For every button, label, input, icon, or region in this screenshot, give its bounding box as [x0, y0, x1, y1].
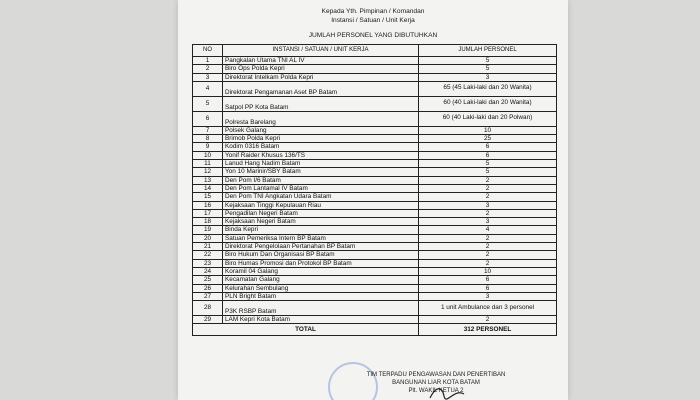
total-row: [193, 324, 557, 336]
row-unit-name: Kodim 0316 Batam: [223, 143, 419, 151]
row-personnel-count: 3: [419, 73, 557, 81]
row-personnel-count: 5: [419, 160, 557, 168]
table-row: [193, 209, 557, 217]
row-number: 8: [193, 135, 223, 143]
table-row: [193, 292, 557, 300]
row-unit-name: Pangkalan Utama TNI AL IV: [223, 57, 419, 65]
row-personnel-count: 5: [419, 57, 557, 65]
handwritten-signature: [428, 384, 468, 400]
table-row: [193, 193, 557, 201]
table-row: [193, 111, 557, 126]
row-personnel-count: 60 (40 Laki-laki dan 20 Polwan): [419, 111, 557, 126]
column-header-personnel: JUMLAH PERSONEL: [419, 45, 557, 57]
row-unit-name: PLN Bright Batam: [223, 292, 419, 300]
row-unit-name: Kejaksaan Tinggi Kepulauan Riau: [223, 201, 419, 209]
row-unit-name: Koramil 04 Galang: [223, 267, 419, 275]
row-personnel-count: 6: [419, 276, 557, 284]
signatory-position: Plt. WAKIL KETUA 2: [408, 388, 464, 394]
row-number: 22: [193, 251, 223, 259]
row-unit-name: Den Pom TNI Angkatan Udara Batam: [223, 193, 419, 201]
table-row: [193, 73, 557, 81]
row-personnel-count: 5: [419, 65, 557, 73]
row-number: 10: [193, 151, 223, 159]
table-row: [193, 151, 557, 159]
row-unit-name: LAM Kepri Kota Batam: [223, 316, 419, 324]
row-unit-name: Den Pom I/6 Batam: [223, 176, 419, 184]
row-unit-name: Biro Hukum Dan Organisasi BP Batam: [223, 251, 419, 259]
row-number: 18: [193, 218, 223, 226]
row-unit-name: Polsek Galang: [223, 126, 419, 134]
row-unit-name: Pengadilan Negeri Batam: [223, 209, 419, 217]
signatory-team: TIM TERPADU PENGAWASAN DAN PENERTIBAN: [366, 372, 506, 378]
row-number: 20: [193, 234, 223, 242]
table-row: [193, 57, 557, 65]
row-unit-name: P3K RSBP Batam: [223, 301, 419, 316]
row-unit-name: Satpol PP Kota Batam: [223, 96, 419, 111]
personnel-table: [192, 44, 557, 336]
table-row: [193, 201, 557, 209]
row-unit-name: Biro Humas Promosi dan Protokol BP Batam: [223, 259, 419, 267]
table-row: [193, 267, 557, 275]
table-row: [193, 168, 557, 176]
row-personnel-count: 3: [419, 218, 557, 226]
row-personnel-count: 5: [419, 168, 557, 176]
row-number: 13: [193, 176, 223, 184]
row-unit-name: Kejaksaan Negeri Batam: [223, 218, 419, 226]
row-personnel-count: 25: [419, 135, 557, 143]
row-personnel-count: 6: [419, 284, 557, 292]
row-number: 17: [193, 209, 223, 217]
row-unit-name: Yon 10 Marinir/SBY Batam: [223, 168, 419, 176]
row-personnel-count: 60 (40 Laki-laki dan 20 Wanita): [419, 96, 557, 111]
row-unit-name: Den Pom Lantamal IV Batam: [223, 184, 419, 192]
row-personnel-count: 3: [419, 292, 557, 300]
row-personnel-count: 2: [419, 316, 557, 324]
row-number: 14: [193, 184, 223, 192]
row-personnel-count: 10: [419, 126, 557, 134]
row-number: 28: [193, 301, 223, 316]
row-unit-name: Brimob Polda Kepri: [223, 135, 419, 143]
row-personnel-count: 1 unit Ambulance dan 3 personel: [419, 301, 557, 316]
row-number: 25: [193, 276, 223, 284]
row-unit-name: Biro Ops Polda Kepri: [223, 65, 419, 73]
row-number: 26: [193, 284, 223, 292]
row-unit-name: Lanud Hang Nadim Batam: [223, 160, 419, 168]
row-number: 12: [193, 168, 223, 176]
row-unit-name: Yonif Raider Khusus 136/TS: [223, 151, 419, 159]
row-number: 27: [193, 292, 223, 300]
addressee-line: Kepada Yth. Pimpinan / Komandan: [321, 8, 425, 15]
row-personnel-count: 2: [419, 251, 557, 259]
row-personnel-count: 10: [419, 267, 557, 275]
table-row: [193, 135, 557, 143]
row-personnel-count: 2: [419, 193, 557, 201]
row-personnel-count: 2: [419, 259, 557, 267]
column-header-no: NO: [193, 45, 223, 57]
row-unit-name: Kelurahan Sembulang: [223, 284, 419, 292]
row-number: 19: [193, 226, 223, 234]
row-personnel-count: 2: [419, 184, 557, 192]
row-number: 4: [193, 81, 223, 96]
table-row: [193, 243, 557, 251]
row-unit-name: Kecamatan Galang: [223, 276, 419, 284]
row-unit-name: Satuan Pemeriksa Intern BP Batam: [223, 234, 419, 242]
row-personnel-count: 65 (45 Laki-laki dan 20 Wanita): [419, 81, 557, 96]
table-row: [193, 126, 557, 134]
row-unit-name: Binda Kepri: [223, 226, 419, 234]
signatory-team-subline: BANGUNAN LIAR KOTA BATAM: [392, 380, 480, 386]
column-header-unit: INSTANSI / SATUAN / UNIT KERJA: [223, 45, 419, 57]
document-title: JUMLAH PERSONEL YANG DIBUTUHKAN: [308, 32, 438, 39]
table-header-row: [193, 45, 557, 57]
row-number: 5: [193, 96, 223, 111]
row-unit-name: Direktorat Pengamanan Aset BP Batam: [223, 81, 419, 96]
row-unit-name: Direktorat Intelkam Polda Kepri: [223, 73, 419, 81]
table-row: [193, 301, 557, 316]
table-row: [193, 143, 557, 151]
row-number: 15: [193, 193, 223, 201]
row-personnel-count: 2: [419, 176, 557, 184]
row-personnel-count: 6: [419, 151, 557, 159]
table-row: [193, 81, 557, 96]
total-value: 312 PERSONEL: [419, 324, 557, 336]
table-row: [193, 276, 557, 284]
table-row: [193, 259, 557, 267]
table-row: [193, 65, 557, 73]
table-row: [193, 96, 557, 111]
row-personnel-count: 4: [419, 226, 557, 234]
row-number: 21: [193, 243, 223, 251]
table-row: [193, 184, 557, 192]
row-number: 2: [193, 65, 223, 73]
row-personnel-count: 6: [419, 143, 557, 151]
row-number: 23: [193, 259, 223, 267]
table-row: [193, 316, 557, 324]
table-row: [193, 160, 557, 168]
table-row: [193, 176, 557, 184]
row-number: 6: [193, 111, 223, 126]
row-number: 1: [193, 57, 223, 65]
row-personnel-count: 2: [419, 234, 557, 242]
row-number: 16: [193, 201, 223, 209]
table-row: [193, 251, 557, 259]
row-number: 11: [193, 160, 223, 168]
row-number: 3: [193, 73, 223, 81]
row-personnel-count: 2: [419, 209, 557, 217]
table-row: [193, 218, 557, 226]
table-row: [193, 234, 557, 242]
row-unit-name: Polresta Barelang: [223, 111, 419, 126]
document-page: [178, 0, 568, 400]
table-row: [193, 226, 557, 234]
row-number: 29: [193, 316, 223, 324]
table-row: [193, 284, 557, 292]
row-number: 24: [193, 267, 223, 275]
row-number: 7: [193, 126, 223, 134]
total-label: TOTAL: [193, 324, 419, 336]
row-unit-name: Direktorat Pengelolaan Pertanahan BP Batam: [223, 243, 419, 251]
row-number: 9: [193, 143, 223, 151]
row-personnel-count: 2: [419, 243, 557, 251]
row-personnel-count: 3: [419, 201, 557, 209]
addressee-subline: Instansi / Satuan / Unit Kerja: [331, 17, 415, 24]
